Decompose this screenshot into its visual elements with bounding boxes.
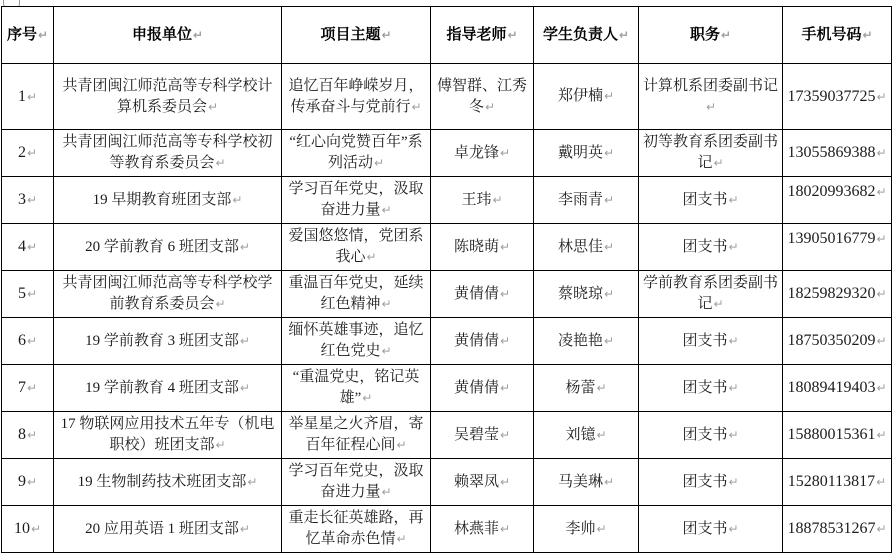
paragraph-mark-icon: ↵	[728, 380, 739, 395]
cell-text: 4	[17, 238, 26, 255]
cell-student	[534, 318, 639, 365]
cell-text: 18878531267	[787, 520, 876, 537]
cell-theme	[282, 459, 431, 506]
paragraph-mark-icon: ↵	[239, 333, 250, 348]
cell-text: 郑伊楠	[557, 88, 603, 104]
cell-text: “红心向党赞百年”系列活动	[289, 134, 423, 171]
cell-student	[534, 224, 639, 271]
cell-position	[639, 271, 783, 318]
column-header-label: 序号	[6, 26, 37, 43]
cell-text: 18020993682	[787, 183, 876, 200]
cell-text: 团支书	[682, 379, 728, 396]
cell-text: 17359037725	[787, 87, 876, 105]
cell-text: 黄倩倩	[453, 285, 499, 302]
cell-text: 团支书	[682, 520, 728, 537]
paragraph-mark-icon: ↵	[26, 146, 38, 160]
cell-no	[2, 365, 54, 412]
cell-position	[639, 64, 783, 130]
cell-text: 3	[17, 191, 26, 208]
column-header-label: 学生负责人	[542, 26, 618, 43]
paragraph-mark-icon: ↵	[215, 156, 226, 170]
paragraph-mark-icon: ↵	[728, 427, 739, 442]
column-header-label: 手机号码	[801, 26, 862, 43]
cell-text: 6	[17, 332, 26, 349]
cell-text: 团支书	[682, 238, 728, 255]
table-row	[2, 459, 892, 506]
cell-text: 王玮	[461, 191, 492, 208]
paragraph-mark-icon: ↵	[603, 89, 615, 103]
cell-text: 15280113817	[787, 473, 876, 490]
cell-text: 5	[17, 285, 26, 302]
paragraph-mark-icon: ↵	[499, 427, 511, 442]
cell-theme	[282, 224, 431, 271]
paragraph-mark-icon: ↵	[876, 475, 887, 489]
paragraph-mark-icon: ↵	[247, 474, 258, 489]
column-header-no	[2, 7, 54, 64]
cell-unit	[54, 459, 282, 506]
cell-text: 18750350209	[787, 332, 876, 349]
cell-phone	[783, 271, 892, 318]
projects-table	[1, 6, 892, 553]
paragraph-mark-icon: ↵	[239, 380, 250, 395]
paragraph-mark-icon: ↵	[499, 333, 511, 348]
cell-text: 追忆百年峥嵘岁月，传承奋斗与党前行	[288, 77, 424, 115]
cell-unit	[54, 271, 282, 318]
cell-teacher	[431, 318, 534, 365]
paragraph-mark-icon: ↵	[876, 287, 887, 301]
cell-text: 共青团闽江师范高等专科学校初等教育系委员会	[62, 134, 273, 171]
cell-no	[2, 459, 54, 506]
cell-teacher	[431, 177, 534, 224]
paragraph-mark-icon: ↵	[876, 522, 887, 536]
column-header-label: 项目主题	[320, 26, 381, 43]
cell-position	[639, 365, 783, 412]
cell-position	[639, 224, 783, 271]
cell-text: 重温百年党史，延续红色精神	[288, 275, 424, 312]
cell-phone	[783, 64, 892, 130]
cell-phone	[783, 412, 892, 459]
cell-position	[639, 177, 783, 224]
paragraph-mark-icon: ↵	[215, 438, 226, 452]
paragraph-mark-icon: ↵	[232, 192, 243, 207]
cell-text: 团支书	[682, 473, 728, 490]
cell-text: 林燕菲	[453, 520, 499, 537]
cell-text: 19 生物制药技术班团支部	[77, 473, 247, 490]
cell-text: 2	[17, 144, 26, 161]
cell-text: 卓龙锋	[453, 144, 499, 161]
cell-text: 10	[13, 520, 30, 537]
cell-text: “重温党史，铭记英雄”	[292, 369, 420, 406]
cell-theme	[282, 412, 431, 459]
cell-teacher	[431, 64, 534, 130]
paragraph-mark-icon: ↵	[26, 334, 38, 348]
cell-text: 缅怀英雄事迹，追忆红色党史	[288, 322, 424, 359]
paragraph-mark-icon: ↵	[603, 239, 615, 254]
cell-theme	[282, 271, 431, 318]
paragraph-mark-icon: ↵	[876, 428, 887, 442]
paragraph-mark-icon: ↵	[37, 27, 49, 42]
paragraph-mark-icon: ↵	[876, 334, 887, 348]
cell-text: 团支书	[682, 426, 728, 443]
paragraph-mark-icon: ↵	[26, 193, 38, 207]
cell-student	[534, 271, 639, 318]
table-row	[2, 271, 892, 318]
cell-phone	[783, 506, 892, 553]
cell-theme	[282, 177, 431, 224]
paragraph-mark-icon: ↵	[381, 27, 392, 42]
paragraph-mark-icon: ↵	[713, 156, 724, 170]
cell-phone	[783, 459, 892, 506]
cell-student	[534, 365, 639, 412]
paragraph-mark-icon: ↵	[492, 192, 503, 207]
paragraph-mark-icon: ↵	[26, 287, 38, 301]
cell-theme	[282, 64, 431, 130]
paragraph-mark-icon: ↵	[603, 192, 615, 207]
cell-text: 黄倩倩	[453, 379, 499, 396]
paragraph-mark-icon: ↵	[862, 27, 873, 42]
table-row	[2, 365, 892, 412]
cell-position	[639, 506, 783, 553]
cell-text: 蔡晓琼	[557, 285, 603, 302]
cell-no	[2, 506, 54, 553]
cell-teacher	[431, 130, 534, 177]
cell-teacher	[431, 224, 534, 271]
cell-text: 林思佳	[557, 238, 603, 255]
paragraph-mark-icon: ↵	[603, 145, 615, 160]
cell-phone	[783, 224, 892, 271]
cell-teacher	[431, 412, 534, 459]
paragraph-mark-icon: ↵	[728, 521, 739, 536]
cell-text: 陈晓萌	[453, 238, 499, 255]
paragraph-mark-icon: ↵	[484, 99, 496, 114]
cell-text: 共青团闽江师范高等专科学校学前教育系委员会	[62, 275, 273, 312]
paragraph-mark-icon: ↵	[713, 297, 724, 311]
paragraph-mark-icon: ↵	[373, 156, 385, 170]
paragraph-mark-icon: ↵	[396, 532, 407, 546]
cell-unit	[54, 64, 282, 130]
table-row	[2, 224, 892, 271]
cell-teacher	[431, 459, 534, 506]
cell-text: 17 物联网应用技术五年专（机电职校）班团支部	[60, 416, 275, 453]
cell-text: 7	[17, 379, 26, 396]
cell-text: 15880015361	[787, 426, 876, 443]
paragraph-mark-icon: ↵	[411, 99, 422, 114]
paragraph-mark-icon: ↵	[499, 521, 511, 536]
paragraph-mark-icon: ↵	[207, 99, 219, 114]
paragraph-mark-icon: ↵	[618, 27, 630, 42]
paragraph-mark-icon: ↵	[876, 232, 887, 246]
cell-text: 重走长征英雄路，再忆革命赤色情	[288, 510, 424, 547]
cell-text: 20 学前教育 6 班团支部	[85, 238, 239, 255]
paragraph-mark-icon: ↵	[381, 344, 392, 358]
cell-unit	[54, 224, 282, 271]
paragraph-mark-icon: ↵	[381, 297, 392, 311]
paragraph-mark-icon: ↵	[705, 99, 717, 114]
column-header-teacher	[431, 7, 534, 64]
cell-text: 马美琳	[557, 473, 603, 490]
cell-teacher	[431, 506, 534, 553]
cell-text: 李雨青	[557, 191, 603, 208]
cell-unit	[54, 506, 282, 553]
cell-text: 团支书	[682, 191, 728, 208]
cell-student	[534, 506, 639, 553]
paragraph-mark-icon: ↵	[596, 380, 607, 395]
paragraph-mark-icon: ↵	[603, 474, 615, 489]
cell-no	[2, 130, 54, 177]
cell-no	[2, 224, 54, 271]
cell-student	[534, 64, 639, 130]
paragraph-mark-icon: ↵	[499, 380, 511, 395]
cell-text: 赖翠凤	[453, 473, 499, 490]
cell-text: 杨蕾	[565, 379, 596, 396]
cell-no	[2, 318, 54, 365]
cell-unit	[54, 177, 282, 224]
column-header-position	[639, 7, 783, 64]
paragraph-mark-icon: ↵	[728, 333, 739, 348]
paragraph-mark-icon: ↵	[596, 521, 607, 536]
table-row	[2, 506, 892, 553]
cell-text: 8	[17, 426, 26, 443]
cell-text: 13905016779	[787, 230, 876, 247]
cell-text: 黄倩倩	[453, 332, 499, 349]
cell-text: 9	[17, 473, 26, 490]
column-header-label: 指导老师	[446, 26, 507, 43]
cell-text: 刘镱	[565, 426, 596, 443]
cell-no	[2, 177, 54, 224]
paragraph-mark-icon: ↵	[728, 239, 739, 254]
cell-text: 李帅	[565, 520, 596, 537]
paragraph-mark-icon: ↵	[215, 297, 226, 311]
paragraph-mark-icon: ↵	[362, 391, 373, 405]
cell-phone	[783, 177, 892, 224]
paragraph-mark-icon: ↵	[192, 27, 204, 42]
paragraph-mark-icon: ↵	[26, 240, 38, 254]
header-row	[2, 7, 892, 64]
cell-text: 18259829320	[787, 285, 876, 302]
cell-text: 学前教育系团委副书记	[643, 275, 779, 312]
paragraph-mark-icon: ↵	[728, 474, 739, 489]
cell-text: 18089419403	[787, 379, 876, 396]
cell-text: 傅智群、江秀冬	[436, 77, 527, 115]
paragraph-mark-icon: ↵	[499, 145, 511, 160]
cell-theme	[282, 318, 431, 365]
cell-no	[2, 64, 54, 130]
paragraph-mark-icon: ↵	[603, 333, 615, 348]
cell-unit	[54, 318, 282, 365]
cell-text: 19 学前教育 3 班团支部	[85, 332, 239, 349]
column-header-theme	[282, 7, 431, 64]
column-header-unit	[54, 7, 282, 64]
cell-theme	[282, 506, 431, 553]
paragraph-mark-icon: ↵	[499, 286, 511, 301]
cell-text: 团支书	[682, 332, 728, 349]
cell-position	[639, 412, 783, 459]
cell-text: 凌艳艳	[557, 332, 603, 349]
paragraph-mark-icon: ↵	[876, 146, 887, 160]
cell-text: 计算机系团委副书记	[643, 77, 779, 94]
cell-text: 初等教育系团委副书记	[643, 134, 779, 171]
cell-theme	[282, 365, 431, 412]
cell-student	[534, 459, 639, 506]
table-header	[2, 7, 892, 64]
paragraph-mark-icon: ↵	[26, 381, 38, 395]
table-row	[2, 130, 892, 177]
table-row	[2, 177, 892, 224]
paragraph-mark-icon: ↵	[603, 286, 615, 301]
cell-unit	[54, 365, 282, 412]
cell-student	[534, 412, 639, 459]
column-header-label: 职务	[689, 26, 720, 43]
paragraph-mark-icon: ↵	[876, 185, 887, 199]
cell-unit	[54, 130, 282, 177]
cell-phone	[783, 130, 892, 177]
cell-phone	[783, 365, 892, 412]
cell-no	[2, 412, 54, 459]
cell-teacher	[431, 365, 534, 412]
paragraph-mark-icon: ↵	[366, 250, 377, 264]
paragraph-mark-icon: ↵	[728, 192, 739, 207]
cell-teacher	[431, 271, 534, 318]
cell-text: 爱国悠悠情，党团系我心	[288, 228, 424, 265]
cell-text: 20 应用英语 1 班团支部	[85, 520, 239, 537]
cell-position	[639, 130, 783, 177]
paragraph-mark-icon: ↵	[596, 427, 607, 442]
cell-position	[639, 318, 783, 365]
cell-text: 吴碧莹	[453, 426, 499, 443]
cell-text: 戴明英	[557, 144, 603, 161]
cell-text: 19 学前教育 4 班团支部	[85, 379, 239, 396]
cell-text: 13055869388	[787, 144, 876, 161]
paragraph-mark-icon: ↵	[499, 239, 511, 254]
cell-no	[2, 271, 54, 318]
table-row	[2, 412, 892, 459]
cell-position	[639, 459, 783, 506]
paragraph-mark-icon: ↵	[381, 203, 392, 217]
table-body	[2, 64, 892, 553]
cell-phone	[783, 318, 892, 365]
cell-student	[534, 177, 639, 224]
paragraph-mark-icon: ↵	[26, 428, 38, 442]
paragraph-mark-icon: ↵	[499, 474, 511, 489]
paragraph-mark-icon: ↵	[381, 485, 392, 499]
cell-text: 共青团闽江师范高等专科学校计算机系委员会	[62, 77, 273, 115]
paragraph-mark-icon: ↵	[396, 438, 407, 452]
cell-text: 1	[17, 87, 26, 105]
paragraph-mark-icon: ↵	[26, 475, 38, 489]
table-row	[2, 318, 892, 365]
table-row	[2, 64, 892, 130]
column-header-phone	[783, 7, 892, 64]
column-header-student	[534, 7, 639, 64]
cell-text: 学习百年党史，汲取奋进力量	[288, 181, 424, 218]
cell-student	[534, 130, 639, 177]
cell-text: 学习百年党史，汲取奋进力量	[288, 463, 424, 500]
cell-text: 19 早期教育班团支部	[92, 191, 232, 208]
paragraph-mark-icon: ↵	[507, 27, 518, 42]
paragraph-mark-icon: ↵	[239, 239, 250, 254]
paragraph-mark-icon: ↵	[876, 381, 887, 395]
cell-theme	[282, 130, 431, 177]
paragraph-mark-icon: ↵	[239, 521, 250, 536]
column-header-label: 申报单位	[131, 26, 192, 43]
cell-unit	[54, 412, 282, 459]
paragraph-mark-icon: ↵	[26, 89, 38, 104]
paragraph-mark-icon: ↵	[720, 27, 732, 42]
paragraph-mark-icon: ↵	[876, 89, 887, 104]
paragraph-mark-icon: ↵	[30, 522, 42, 536]
cell-text: 举星星之火齐眉，寄百年征程心间	[288, 416, 424, 453]
